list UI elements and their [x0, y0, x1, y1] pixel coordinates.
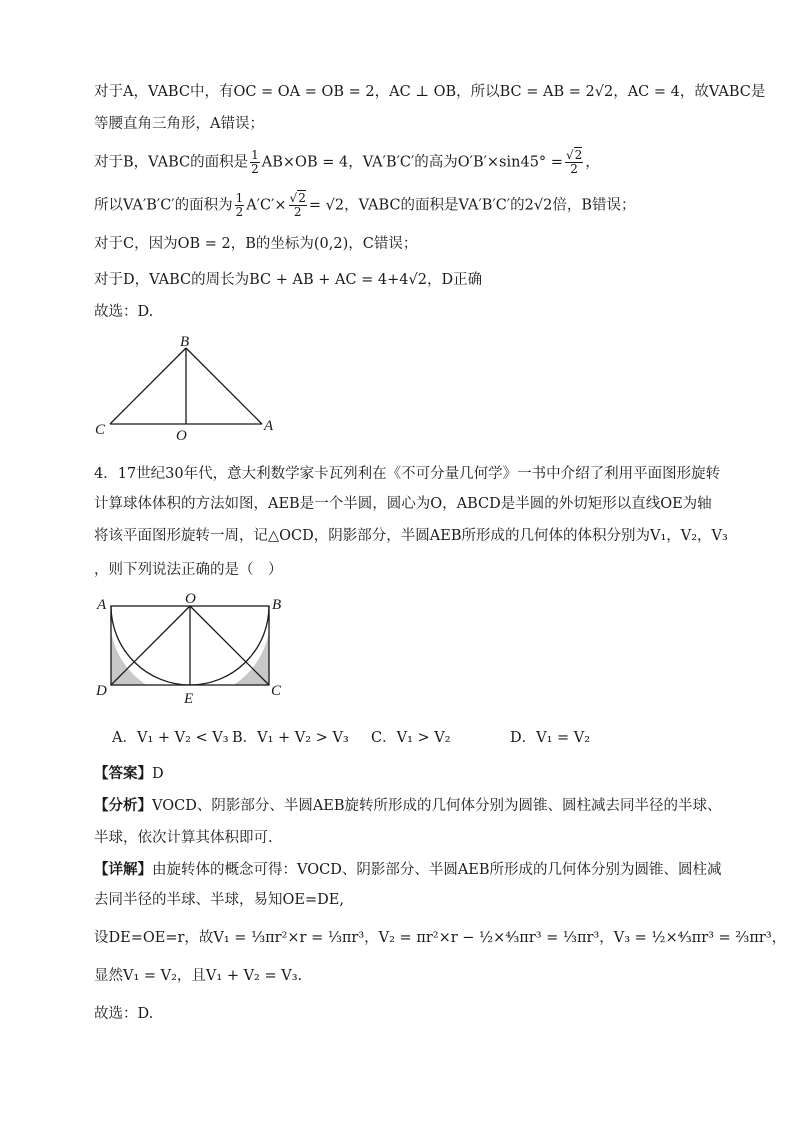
detail-line-3: 设DE=OE=r，故V₁ = ⅓πr²×r = ⅓πr³，V₂ = πr²×r − ½×⁴⁄₃πr³ = ⅓πr³，V₃ = ½×⁴⁄₃πr³ = ⅔πr³， [94, 930, 787, 946]
option-a[interactable]: A．V₁ + V₂ < V₃ [112, 730, 229, 746]
label-A: A [264, 418, 274, 434]
solution-line-2: 等腰直角三角形，A错误； [94, 116, 264, 132]
solution-line-3: 对于B，VABC的面积是 $\frac{1}{2}$ AB×OB = 4，VA′B′C′的高为O′B′×sin45° = $\frac{√2}{2}$ ， [94, 148, 600, 176]
half-fraction: $\frac{1}{2}$ [251, 148, 259, 176]
label-C2: C [271, 683, 282, 699]
triangle-figure [88, 330, 288, 445]
sqrt2-over-2-fraction-2: $\frac{√2}{2}$ [289, 191, 306, 219]
problem4-line-4: ，则下列说法正确的是（ ） [94, 562, 283, 578]
analysis-line-1 [94, 796, 722, 816]
label-O2: O [185, 591, 196, 607]
solution-line-3b: AB×OB = 4，VA′B′C′的高为O′B′×sin45° = [261, 154, 563, 171]
solution-line-1: 对于A，VABC中，有OC = OA = OB = 2，AC ⊥ OB，所以BC = AB = 2√2，AC = 4，故VABC是 [94, 84, 766, 100]
analysis-tag: 【分析】 [94, 797, 152, 814]
detail-text-1: 由旋转体的概念可得：VOCD、阴影部分、半圆AEB所形成的几何体分别为圆锥、圆柱减 [152, 862, 722, 878]
detail-line-5: 故选：D. [94, 1006, 154, 1022]
option-b[interactable]: B．V₁ + V₂ > V₃ [232, 730, 349, 746]
solution-line-4b: A′C′× [246, 197, 287, 214]
solution-line-5: 对于C，因为OB = 2，B的坐标为(0,2)，C错误； [94, 236, 418, 252]
analysis-line-2: 半球，依次计算其体积即可. [94, 830, 273, 846]
label-D2: D [96, 683, 107, 699]
label-B2: B [272, 597, 282, 613]
option-c[interactable]: C．V₁ > V₂ [371, 730, 451, 746]
label-O: O [176, 428, 187, 444]
semicircle-figure [92, 590, 292, 710]
solution-line-4c: = √2，VABC的面积是VA′B′C′的2√2倍，B错误； [308, 197, 636, 214]
solution-line-3a: 对于B，VABC的面积是 [94, 154, 249, 171]
label-B: B [180, 334, 190, 350]
answer-tag: 【答案】 [94, 765, 152, 782]
detail-line-4: 显然V₁ = V₂，且V₁ + V₂ = V₃. [94, 968, 303, 984]
problem4-line-1: 4．17世纪30年代，意大利数学家卡瓦列利在《不可分量几何学》一书中介绍了利用平面图形旋转 [94, 466, 721, 482]
solution-line-6: 对于D，VABC的周长为BC + AB + AC = 4+4√2，D正确 [94, 272, 483, 288]
label-E2: E [184, 691, 194, 707]
label-A2: A [97, 597, 107, 613]
sqrt2-over-2-fraction: $\frac{√2}{2}$ [565, 148, 583, 176]
answer-value: D [152, 766, 164, 782]
half-fraction-2: $\frac{1}{2}$ [235, 191, 244, 219]
problem4-line-3: 将该平面图形旋转一周，记△OCD，阴影部分，半圆AEB所形成的几何体的体积分别为V₁，V₂，V₃ [94, 528, 728, 544]
label-C: C [95, 422, 106, 438]
detail-line-1 [94, 860, 722, 880]
solution-line-4 [94, 192, 635, 219]
analysis-text-1: VOCD、阴影部分、半圆AEB旋转所形成的几何体分别为圆锥、圆柱减去同半径的半球、 [152, 798, 722, 814]
detail-line-2: 去同半径的半球、半球，易知OE=DE, [94, 892, 344, 908]
option-d[interactable]: D．V₁ = V₂ [510, 730, 591, 746]
solution-line-4a: 所以VA′B′C′的面积为 [94, 197, 233, 214]
answer-line [94, 764, 164, 784]
solution-line-7: 故选：D. [94, 304, 154, 320]
problem4-line-2: 计算球体体积的方法如图，AEB是一个半圆，圆心为O，ABCD是半圆的外切矩形以直线OE为轴 [94, 496, 712, 512]
detail-tag: 【详解】 [94, 861, 152, 878]
